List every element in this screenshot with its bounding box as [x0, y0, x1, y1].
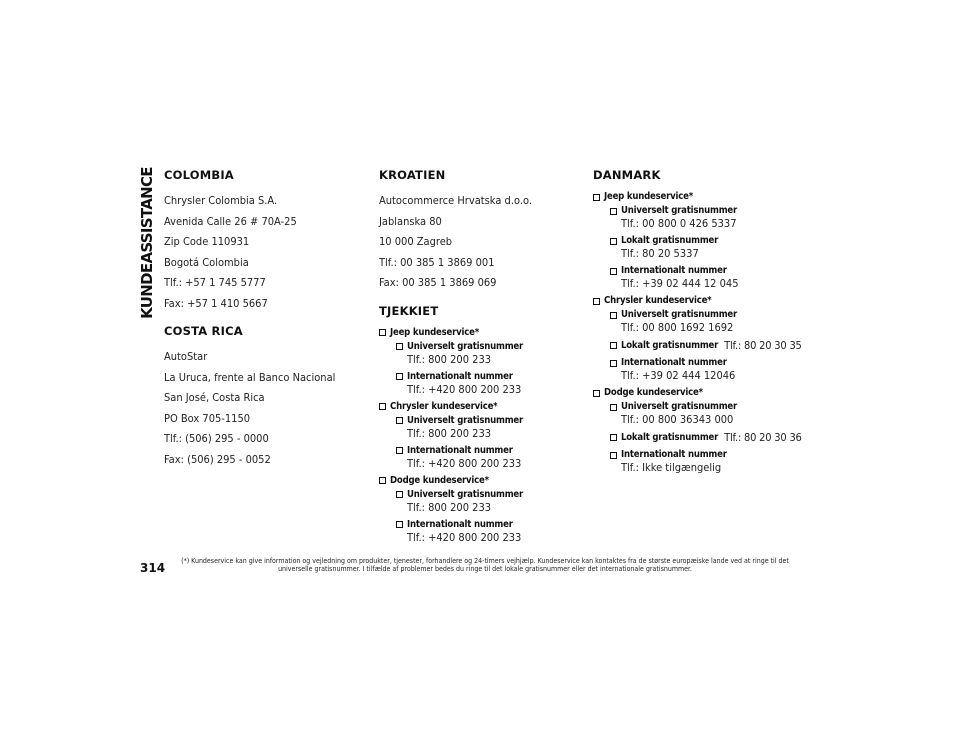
danmark-chrysler-free: Universelt gratisnummer Tlf.: 00 800 1692 1692 [593, 309, 823, 334]
heading-costa-rica: COSTA RICA [164, 324, 243, 338]
costa-rica-line: San José, Costa Rica [164, 391, 265, 404]
checkbox-icon [396, 447, 403, 454]
checkbox-icon [610, 342, 617, 349]
heading-tjekkiet: TJEKKIET [379, 303, 439, 318]
colombia-line: Tlf.: +57 1 745 5777 [164, 276, 266, 289]
checkbox-icon [593, 390, 600, 397]
tjekkiet-dodge-item: Dodge kundeservice* [379, 475, 579, 487]
kroatien-line: Jablanska 80 [379, 214, 442, 228]
costa-rica-line: Fax: (506) 295 - 0052 [164, 452, 271, 466]
page-number: 314 [140, 561, 166, 575]
heading-danmark: DANMARK [593, 168, 661, 182]
checkbox-icon [396, 521, 403, 528]
danmark-chrysler-item: Chrysler kundeservice* [593, 295, 823, 307]
costa-rica-line: PO Box 705-1150 [164, 411, 251, 425]
tjekkiet-chrysler-free: Universelt gratisnummer Tlf.: 800 200 233 [379, 415, 579, 440]
side-tab-label: KUNDEASSISTANCE [138, 166, 157, 319]
tjekkiet-chrysler-intl: Internationalt nummer Tlf.: +420 800 200 233 [379, 445, 579, 470]
danmark-jeep-intl: Internationalt nummer Tlf.: +39 02 444 12 045 [593, 265, 823, 290]
danmark-dodge-free: Universelt gratisnummer Tlf.: 00 800 36343 000 [593, 401, 823, 426]
checkbox-icon [610, 268, 617, 275]
costa-rica-line: Tlf.: (506) 295 - 0000 [164, 432, 269, 445]
danmark-chrysler-intl: Internationalt nummer Tlf.: +39 02 444 12046 [593, 357, 823, 382]
column-middle [379, 168, 579, 549]
tjekkiet-dodge-free: Universelt gratisnummer Tlf.: 800 200 233 [379, 489, 579, 514]
side-tab [137, 166, 157, 319]
colombia-line: Zip Code 110931 [164, 235, 250, 248]
tjekkiet-jeep-item: Jeep kundeservice* [379, 327, 579, 339]
danmark-jeep-local: Lokalt gratisnummer Tlf.: 80 20 5337 [593, 235, 823, 260]
danmark-jeep-free: Universelt gratisnummer Tlf.: 00 800 0 426 5337 [593, 205, 823, 230]
checkbox-icon [610, 434, 617, 441]
heading-kroatien: KROATIEN [379, 168, 446, 182]
danmark-jeep-item: Jeep kundeservice* [593, 191, 823, 203]
tjekkiet-chrysler-item: Chrysler kundeservice* [379, 401, 579, 413]
danmark-dodge-item: Dodge kundeservice* [593, 387, 823, 399]
costa-rica-line: AutoStar [164, 350, 208, 363]
column-right [593, 168, 823, 479]
colombia-line: Avenida Calle 26 # 70A-25 [164, 214, 297, 228]
danmark-dodge-local: Lokalt gratisnummer Tlf.: 80 20 30 36 [593, 431, 823, 444]
kroatien-line: 10 000 Zagreb [379, 235, 453, 248]
kroatien-line: Tlf.: 00 385 1 3869 001 [379, 255, 495, 269]
danmark-chrysler-local: Lokalt gratisnummer Tlf.: 80 20 30 35 [593, 339, 823, 352]
costa-rica-line: La Uruca, frente al Banco Nacional [164, 370, 336, 384]
colombia-line: Chrysler Colombia S.A. [164, 194, 278, 207]
checkbox-icon [379, 477, 386, 484]
checkbox-icon [379, 403, 386, 410]
checkbox-icon [396, 417, 403, 424]
checkbox-icon [593, 194, 600, 201]
checkbox-icon [396, 373, 403, 380]
checkbox-icon [593, 298, 600, 305]
kroatien-line: Autocommerce Hrvatska d.o.o. [379, 194, 532, 207]
column-left [164, 168, 364, 470]
checkbox-icon [610, 238, 617, 245]
danmark-dodge-intl: Internationalt nummer Tlf.: Ikke tilgængelig [593, 449, 823, 474]
checkbox-icon [610, 208, 617, 215]
checkbox-icon [610, 404, 617, 411]
checkbox-icon [610, 452, 617, 459]
footnote: (*) Kundeservice kan give information og vejledning om produkter, tjenester, forhandlere og 24-timers vejhjælp. Kundeservice kan kontaktes fra de største europæiske lande ved at ringe til det universelle gratisnummer. I tilfælde af problemer bedes du ringe til det lokale gratisnummer eller det internationale gratisnummer. [181, 557, 789, 573]
colombia-line: Fax: +57 1 410 5667 [164, 296, 268, 310]
tjekkiet-jeep-free: Universelt gratisnummer Tlf.: 800 200 233 [379, 341, 579, 366]
tjekkiet-dodge-intl: Internationalt nummer Tlf.: +420 800 200 233 [379, 519, 579, 544]
checkbox-icon [396, 343, 403, 350]
kroatien-line: Fax: 00 385 1 3869 069 [379, 276, 497, 289]
heading-colombia: COLOMBIA [164, 168, 234, 182]
colombia-line: Bogotá Colombia [164, 255, 249, 269]
checkbox-icon [379, 329, 386, 336]
checkbox-icon [610, 312, 617, 319]
tjekkiet-jeep-intl: Internationalt nummer Tlf.: +420 800 200 233 [379, 371, 579, 396]
checkbox-icon [396, 491, 403, 498]
checkbox-icon [610, 360, 617, 367]
